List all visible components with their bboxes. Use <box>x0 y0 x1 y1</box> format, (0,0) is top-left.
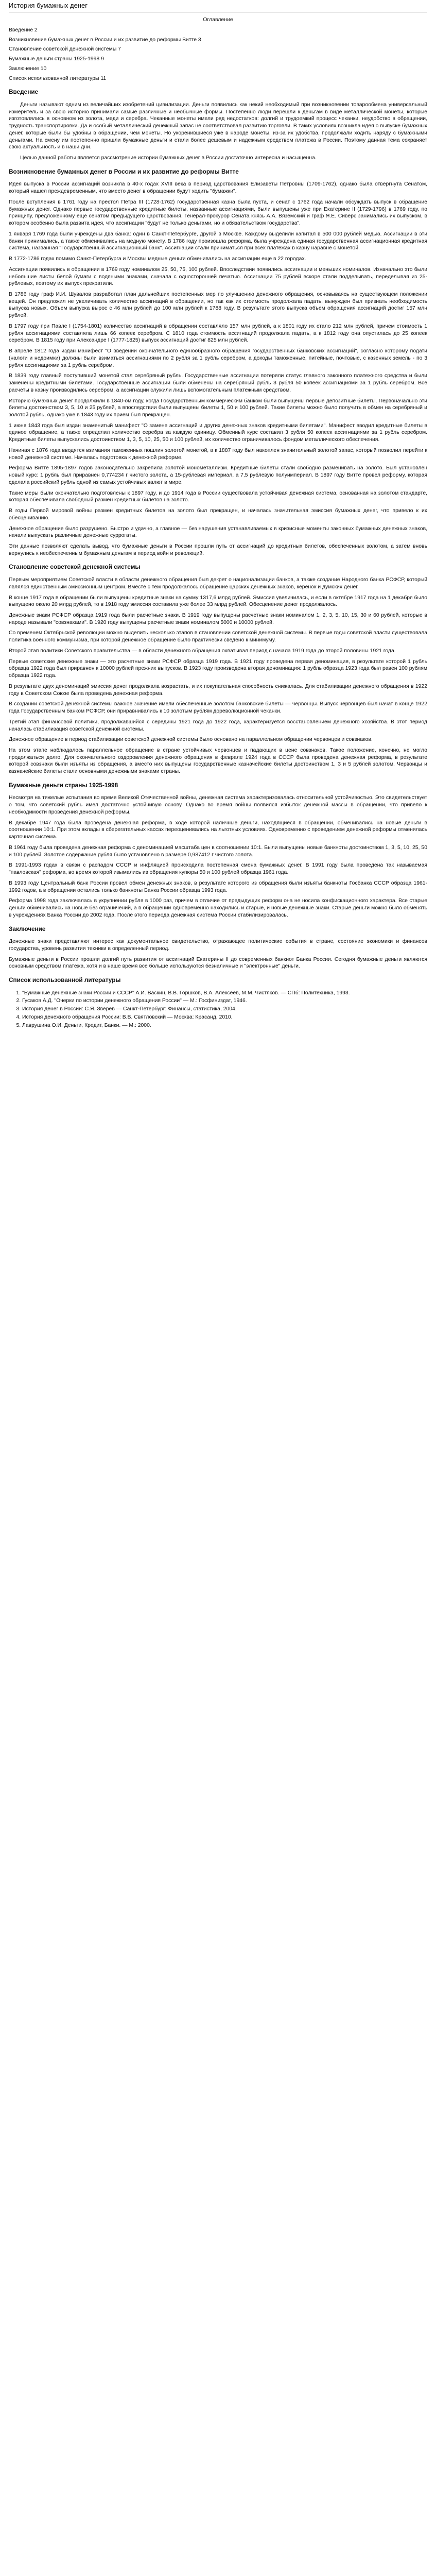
section-heading-intro: Введение <box>9 88 39 96</box>
paragraph: Денежное обращение было разрушено. Быстро и удачно, а главное — без нарушения устанавливаемых в кризисные моменты законных бумажных денежных знаков, начали выпускать различные денежные суррогаты. <box>9 526 427 539</box>
list-item: 4. История денежного обращения России: В.В. Святловский — Москва: Красанд, 2010. <box>22 1014 427 1021</box>
toc-link-conclusion[interactable]: Заключение 10 <box>9 65 47 72</box>
paragraph: Эти данные позволяют сделать вывод, что бумажные деньги в России прошли путь от ассигнаций до кредитных билетов, обеспеченных золотом, а затем вновь вернулись к необеспеченным бумажным деньгам в период войн и революций. <box>9 544 427 556</box>
paragraph: Третий этап финансовой политики, продолжавшийся с середины 1921 года до 1922 года, характеризуется восстановлением денежного хозяйства. В этот период началась стабилизация советской денежной системы. <box>9 719 427 732</box>
paragraph: Историю бумажных денег продолжили в 1840-ом году, когда Государственным коммерческим банком были выпущены первые депозитные билеты. Первоначально эти билеты достоинством 3, 5, 10 и 25 рублей, а впоследствии были выпущены билеты 1, 50 и 100 рублей. Такие билеты можно было получить в обмен на серебряный и золотой рубль, однако уже в 1843 году их прием был прекращен. <box>9 398 427 418</box>
section-heading-sources: Список использованной литературы <box>9 976 121 984</box>
paragraph: На этом этапе наблюдалось параллельное обращение в стране устойчивых червонцев и падающих в цене совзнаков. Такое положение, конечно, не могло продолжаться долго. Для окончательного оздоровления денежного обращения в феврале 1924 года в СССР была проведена денежная реформа, в результате которой совзнаки были изъяты из обращения, а вместо них выпущены государственные казначейские билеты достоинством 1, 3 и 5 рублей золотом. Червонцы и казначейские билеты стали основными денежными знаками страны. <box>9 747 427 775</box>
paragraph: Денежные знаки РСФСР образца 1919 года были расчетные знаки. В 1919 году выпущены расчетные знаки номиналом 1, 2, 3, 5, 10, 15, 30 и 60 рублей, которые в народе называли "совзнаками". В 1920 году выпущены расчетные знаки номиналом 5000 и 10000 рублей. <box>9 612 427 625</box>
paragraph: Бумажные деньги в России прошли долгий путь развития от ассигнаций Екатерины II до современных банкнот Банка России. Сегодня бумажные деньги являются основным средством платежа, хотя и в наше время все больше используются безналичные и "электронные" деньги. <box>9 956 427 970</box>
toc-link-sources[interactable]: Список использованной литературы 11 <box>9 75 107 81</box>
list-item: 3. История денег в России: С.Я. Зверев — Санкт-Петербург: Финансы, статистика, 2004. <box>22 1006 427 1013</box>
paragraph: 1 января 1769 года были учреждены два банка: один в Санкт-Петербурге, другой в Москве. Каждому выделили капитал в 500 000 рублей медью. Ассигнации в эти банки принимались, а также обменивались на медную монету. В 1786 году произошла реформа, была учреждена единая государственная ассигнационная кредитная система, названная "Государственный ассигнационный банк". Ассигнации стали приниматься при всех платежах в казну наравне с монетой. <box>9 231 427 251</box>
paragraph: Денежное обращение в период стабилизации советской денежной системы было основано на параллельном обращении червонцев и совзнаков. <box>9 737 373 743</box>
section-heading-origin: Возникновение бумажных денег в России и их развитие до реформы Витте <box>9 167 239 175</box>
toc-item[interactable] <box>9 37 427 44</box>
toc-link-soviet[interactable]: Становление советской денежной системы 7 <box>9 46 121 53</box>
paragraph: Первым мероприятием Советской власти в области денежного обращения был декрет о национализации банков, а также создание Народного банка РСФСР, который являлся единственным эмиссионным центром. Вместе с тем продолжалось обращение царских денежных знаков, керенок и думских денег. <box>9 577 427 590</box>
document-page <box>0 0 436 1042</box>
paragraph: Идея выпуска в России ассигнаций возникла в 40-х годах XVIII века в период царствования Елизаветы Петровны (1709-1762), однако была отвергнута Сенатом, который нашел преждевременным, что вместо денег в обращении будут ходить "бумажки". <box>9 181 427 195</box>
sources-list <box>9 990 427 1029</box>
paragraph: В 1993 году Центральный банк России провел обмен денежных знаков, в результате которого из обращения были изъяты банкноты Госбанка СССР образца 1961-1992 годов, а в обращении остались только банкноты Банка России образца 1993 года. <box>9 880 427 893</box>
list-item: 1. "Бумажные денежные знаки России и СССР" А.И. Васкин, В.В. Горшков, В.А. Алексеев, М.М. Чистяков. — СПб: Политехника, 1993. <box>22 990 427 997</box>
list-item: 5. Лаврушина О.И. Деньги, Кредит, Банки. — М.: 2000. <box>22 1022 427 1029</box>
paragraph: Денежные знаки представляют интерес как документальное свидетельство, отражающее политические события в стране, состояние экономики и финансов государства, уровень развития техники в определенный период. <box>9 939 427 952</box>
paragraph: В 1961 году была проведена денежная реформа с деноминацией масштаба цен в соотношении 10:1. Были выпущены новые банкноты достоинством 1, 3, 5, 10, 25, 50 и 100 рублей. Золотое содержание рубля было установлено в размере 0,987412 г чистого золота. <box>9 844 427 858</box>
paragraph: В конце 1917 года в обращении были выпущены кредитные знаки на сумму 1317,6 млрд рублей. Эмиссия увеличилась, и если в октябре 1917 года на 1 декабря было выпущено около 20 млрд рублей, то в 1918 году эмиссия составила уже более 33 млрд рублей. Обесценение денег продолжалось. <box>9 595 427 608</box>
section-heading-soviet: Становление советской денежной системы <box>9 563 141 571</box>
paragraph: Целью данной работы является рассмотрение истории бумажных денег в России достаточно интересна и насыщенна. <box>20 155 317 161</box>
toc-item[interactable] <box>9 27 427 34</box>
toc-item[interactable] <box>9 46 427 53</box>
toc-item[interactable] <box>9 65 427 73</box>
paragraph: Деньги называют одним из величайших изобретений цивилизации. Деньги появились как некий необходимый при возникновении товарообмена универсальный измеритель и за свою историю принимали самые различные и необычные формы. Постепенно люди перешли к деньгам в виде металлической монеты, которые изготовлялись в основном из золота, меди и серебра. Чеканные монеты имели ряд недостатков: долгий и трудоемкий процесс чеканки, неудобство в обращении, трудность транспортировки. Да и особый металлический денежный запас не соответствовал развитию торговли. В таких условиях возникла идея о выпуске бумажных денег, которые были бы удобны в обращении, чем монеты. Но укоренившиеся уже в народе монеты, из-за их удобства, продолжали ходить наряду с бумажными деньгами. На смену им постепенно пришли бумажные деньги и стали более дешевым и надежным средством платежа в России. Поэтому данная тема сохраняет свою актуальность и в наши дни. <box>9 101 427 150</box>
paragraph: 1 июня 1843 года был издан знаменитый манифест "О замене ассигнаций и других денежных знаков кредитными билетами". Манифест вводил кредитные билеты в единое обращение, а также определил количество серебра за каждую единицу. Обменный курс составил 3 рубля 50 копеек ассигнациями за 1 рубль серебром. Кредитные билеты выпускались достоинством 1, 3, 5, 10, 25, 50 и 100 рублей, их количество ограничивалось фондом металлического обеспечения. <box>9 422 427 443</box>
toc-item[interactable] <box>9 56 427 63</box>
paragraph: Реформа 1998 года заключалась в укрупнении рубля в 1000 раз, причем в отличие от предыдущих реформ она не носила конфискационного характера. Все старые деньги обменивались на новые без ограничений, а в обращении одновременно находились и старые, и новые денежные знаки. Старые деньги можно было обменять в учреждениях Банка России до 2002 года. После этого периода денежная система России стабилизировалась. <box>9 898 427 918</box>
paragraph: В создании советской денежной системы важное значение имели обеспеченные золотом банковские билеты — червонцы. Выпуск червонцев был начат в конце 1922 года Государственным банком РСФСР, они приравнивались к 10 золотым рублям дореволюционной чеканки. <box>9 701 427 715</box>
paragraph: В 1797 году при Павле I (1754-1801) количество ассигнаций в обращении составляло 157 млн рублей, а к 1801 году их стало 212 млн рублей, причем стоимость 1 рубля ассигнациями составляла лишь 66 копеек серебром. С 1810 года стоимость ассигнаций продолжала падать, а к 1812 году она опустилась до 25 копеек серебром. В 1815 году при Александре I (1777-1825) выпуск ассигнаций достиг 825 млн рублей. <box>9 323 427 344</box>
list-item: 2. Гусаков А.Д. "Очерки по истории денежного обращения России" — М.: Госфиниздат, 1946. <box>22 997 427 1005</box>
paragraph: Такие меры были окончательно подготовлены к 1897 году, и до 1914 года в России существовала устойчивая денежная система, основанная на золотом стандарте, которая обеспечивала свободный размен кредитных билетов на золото. <box>9 490 427 503</box>
toc-link-origin[interactable]: Возникновение бумажных денег в России и их развитие до реформы Витте 3 <box>9 37 201 43</box>
section-heading-1925-1998: Бумажные деньги страны 1925-1998 <box>9 781 118 789</box>
paragraph: В годы Первой мировой войны размен кредитных билетов на золото был прекращен, и началась значительная эмиссия бумажных денег, что привело к их обесцениванию. <box>9 508 427 521</box>
paragraph: В 1839 году главный поступивший монетой стал серебряный рубль. Государственные ассигнации потеряли статус главного законного платежного средства и были заменены кредитными билетами. Государственные ассигнации были обменены на серебряный рубль 3 рубля 50 копеек ассигнациями за 1 рубль серебром. Все расчеты в казну производились серебром, а ассигнации служили лишь вспомогательным платежным средством. <box>9 373 427 393</box>
toc-link-1925-1998[interactable]: Бумажные деньги страны 1925-1998 9 <box>9 56 104 62</box>
paragraph: Со временем Октябрьской революции можно выделить несколько этапов в становлении советской денежной системы. В первые годы советской власти существовала политика военного коммунизма, при которой денежное обращение было практически сведено к минимуму. <box>9 630 427 643</box>
paragraph: Ассигнации появились в обращении в 1769 году номиналом 25, 50, 75, 100 рублей. Впоследствии появились ассигнации и меньших номиналов. Изначально это были небольшие листы белой бумаги с водяными знаками, сначала с односторонней печатью. Ассигнации 75 рублей вскоре стали подделывать, переделывая из 25-рублевых, поэтому их выпуск прекратили. <box>9 266 427 287</box>
paragraph: В апреле 1812 года издан манифест "О введении окончательного единообразного обращения государственных банковских ассигнаций", согласно которому подати (налоги и недоимки) должны были взиматься ассигнациями по 2 рубля за 1 рубль серебром, а доходы таможенные, питейные, почтовые, с казенных земель - по 3 рубля ассигнациями за 1 рубль серебром. <box>9 348 427 368</box>
paragraph: В 1772-1786 годах помимо Санкт-Петербурга и Москвы медные деньги обменивались на ассигнации еще в 22 городах. <box>9 256 306 262</box>
paragraph: В 1991-1993 годах в связи с распадом СССР и инфляцией происходила постепенная смена бумажных денег. В 1991 году была проведена так называемая "павловская" реформа, во время которой изымались из обращения купюры 50 и 100 рублей образца 1961 года. <box>9 862 427 876</box>
paragraph: В результате двух деноминаций эмиссия денег продолжала возрастать, и их покупательная способность снижалась. Для стабилизации денежного обращения в 1922 году в Советском Союзе была проведена денежная реформа. <box>9 683 427 697</box>
table-of-contents <box>9 27 427 82</box>
paragraph: Второй этап политики Советского правительства — в области денежного обращения охватывал период с начала 1919 года до второй половины 1921 года. <box>9 648 396 654</box>
document-title: История бумажных денег <box>9 2 88 9</box>
paragraph: Первые советские денежные знаки — это расчетные знаки РСФСР образца 1919 года. В 1921 году проведена первая деноминация, в результате которой 1 рубль образца 1922 года был приравнен к 10000 рублей прежних выпусков. В 1923 году произведена вторая деноминация: 1 рубль образца 1923 года был равен 100 рублям образца 1922 года. <box>9 658 427 679</box>
paragraph: Реформа Витте 1895-1897 годов законодательно закрепила золотой монометаллизм. Кредитные билеты стали свободно разменивать на золото. Был установлен новый курс: 1 рубль был приравнен 0,774234 г чистого золота, а 15-рублевая империал, а 7,5 рублевую полуимпериал. В 1897 году Витте провел реформу, которая сделала российский рубль одной из самых устойчивых валют в мире. <box>9 465 427 485</box>
toc-item[interactable] <box>9 75 427 82</box>
paragraph: Начиная с 1876 года вводятся взимания таможенных пошлин золотой монетой, а к 1887 году был накоплен значительный золотой запас, который позволил перейти к новой денежной системе. Началась подготовка к денежной реформе. <box>9 447 427 461</box>
paragraph: Несмотря на тяжелые испытания во время Великой Отечественной войны, денежная система характеризовалась относительной устойчивостью. Это свидетельствует о том, что советский рубль имел достаточно устойчивую основу. Однако во время войны появился избыток денежной массы в обращении, что привело к необходимости проведения денежной реформы. <box>9 795 427 815</box>
paragraph: В декабре 1947 года была проведена денежная реформа, в ходе которой наличные деньги, находящиеся в обращении, обменивались на новые деньги в соотношении 10:1. При этом вклады в сберегательных кассах переоценивались на льготных условиях. Одновременно с проведением денежной реформы отменялась карточная система. <box>9 820 427 840</box>
section-heading-conclusion: Заключение <box>9 925 46 933</box>
toc-heading: Оглавление <box>203 16 233 23</box>
paragraph: В 1786 году граф И.И. Шувалов разработал план дальнейших постепенных мер по улучшению денежного обращения, основываясь на существующем положении вещей. Он предложил не увеличивать количество ассигнаций в обращении, но так как их стоимость продолжала падать, вынужден был признать необходимость выпуска новых. Объем выпуска вырос с 46 млн рублей до 100 млн рублей к 1788 году. В результате этого выпуска объем обращения ассигнаций достиг 157 млн рублей. <box>9 291 427 319</box>
toc-link-intro[interactable]: Введение 2 <box>9 27 38 33</box>
paragraph: После вступления в 1761 году на престол Петра III (1728-1762) государственная казна была пуста, и сенат с 1762 года начали обсуждать выпуск в обращение бумажных денег. Однако первые государственные кредитные билеты, названные ассигнациями, были выпущены уже при Екатерине II (1729-1796) в 1769 году, по принципу, предложенному еще сенатом предыдущего царствования. Генерал-прокурор Сената князь А.А. Вяземский и граф Я.Е. Сиверс занимались их выпуском, в котором особенно была развита идея, что ассигнации "будут не только деньгами, но и обязательством государства". <box>9 199 427 227</box>
